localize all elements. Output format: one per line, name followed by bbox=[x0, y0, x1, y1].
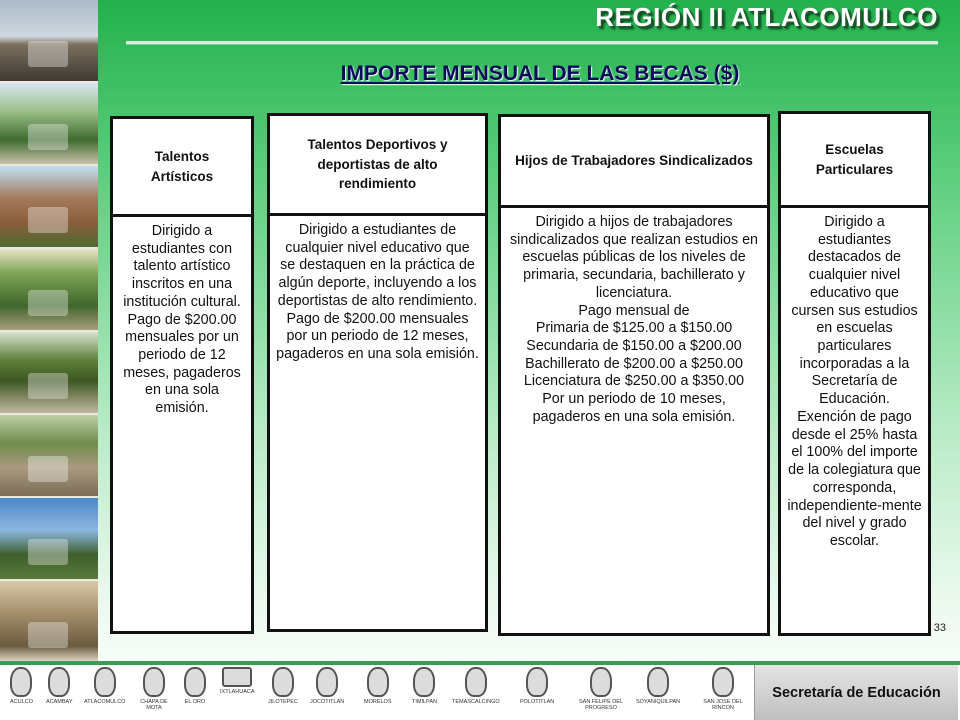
card-text: Bachillerato de $200.00 a $250.00 bbox=[525, 355, 743, 372]
crest-icon bbox=[272, 667, 294, 697]
card-text: Dirigido a estudiantes con talento artístico inscritos en una institución cultural. bbox=[123, 223, 241, 310]
card-text: Exención de pago desde el 25% hasta el 100% del importe de la colegiatura que corresponda, independiente-mente del nivel y grado escolar. bbox=[787, 408, 922, 549]
footer bbox=[0, 665, 960, 720]
photo-park bbox=[0, 249, 98, 330]
card-text: Secundaria de $150.00 a $200.00 bbox=[526, 338, 742, 355]
crest-icon bbox=[367, 667, 389, 697]
card-text: Pago de $200.00 mensuales por un periodo de 12 meses, pagaderos en una sola emisión. bbox=[123, 311, 241, 417]
crest-soyaniquilpan bbox=[636, 667, 680, 705]
page-title: IMPORTE MENSUAL DE LAS BECAS ($) bbox=[340, 62, 740, 85]
card-title: Escuelas Particulares bbox=[781, 114, 928, 208]
card-body bbox=[113, 217, 251, 631]
crest-icon bbox=[590, 667, 612, 697]
crest-label: SAN FELIPE DEL PROGRESO bbox=[578, 699, 624, 712]
card-text: Pago mensual de bbox=[578, 302, 690, 319]
crest-icon bbox=[647, 667, 669, 697]
crest-chapa-de-mota bbox=[136, 667, 172, 711]
card-text: Pago de $200.00 mensuales por un periodo de 12 meses, pagaderos en una sola emisión. bbox=[276, 310, 479, 363]
crest-acambay bbox=[46, 667, 73, 705]
municipality-crests bbox=[4, 665, 752, 720]
photo-town bbox=[0, 415, 98, 496]
card-talentos-deportivos bbox=[267, 113, 488, 632]
crest-label: POLOTITLAN bbox=[520, 699, 555, 705]
card-text: Dirigido a estudiantes destacados de cualquier nivel educativo que cursen sus estudios en escuelas particulares incorporadas a la Secretaría de Educación. bbox=[791, 214, 918, 408]
crest-icon bbox=[48, 667, 70, 697]
crest-jocotitlan bbox=[310, 667, 344, 705]
crest-san-jose bbox=[698, 667, 748, 711]
crest-timilpan bbox=[412, 667, 437, 705]
crest-polotitlan bbox=[520, 667, 554, 705]
crest-label: MORELOS bbox=[364, 699, 392, 705]
crest-icon bbox=[143, 667, 165, 697]
card-body bbox=[781, 208, 928, 633]
crest-temascalcingo bbox=[452, 667, 500, 705]
crest-icon bbox=[465, 667, 487, 697]
crest-icon bbox=[184, 667, 206, 697]
crest-icon bbox=[316, 667, 338, 697]
card-escuelas-particulares bbox=[778, 111, 931, 636]
crest-label: JILOTEPEC bbox=[268, 699, 298, 705]
photo-road bbox=[0, 0, 98, 81]
crest-icon bbox=[10, 667, 32, 697]
page-number: 33 bbox=[933, 622, 946, 634]
photo-landscape bbox=[0, 581, 98, 662]
photo-strip bbox=[0, 0, 98, 662]
crest-ixtlahuaca bbox=[220, 667, 255, 695]
crest-label: TEMASCALCINGO bbox=[452, 699, 500, 705]
crest-label: ATLACOMULCO bbox=[84, 699, 126, 705]
crest-icon bbox=[413, 667, 435, 697]
crest-atlacomulco bbox=[84, 667, 125, 705]
card-talentos-artisticos bbox=[110, 116, 254, 634]
card-body bbox=[270, 216, 485, 629]
crest-label: IXTLAHUACA bbox=[220, 689, 255, 695]
card-title: Talentos Deportivos y deportistas de alto rendimiento bbox=[270, 116, 485, 216]
crest-label: ACAMBAY bbox=[46, 699, 73, 705]
crest-icon bbox=[526, 667, 548, 697]
card-hijos-trabajadores bbox=[498, 114, 770, 636]
card-text: Dirigido a estudiantes de cualquier nivel educativo que se destaquen en la práctica de algún deporte, incluyendo a los deportistas de alto rendimiento. bbox=[277, 222, 478, 309]
crest-label: JOCOTITLAN bbox=[310, 699, 345, 705]
crest-label: EL ORO bbox=[184, 699, 206, 705]
crest-icon bbox=[712, 667, 734, 697]
card-text: Dirigido a hijos de trabajadores sindicalizados que realizan estudios en escuelas públicas de los niveles de primaria, secundaria, bachillerato y licenciatura. bbox=[510, 214, 758, 301]
card-body bbox=[501, 208, 767, 633]
crest-label: TIMILPAN bbox=[412, 699, 437, 705]
crest-label: CHAPA DE MOTA bbox=[140, 699, 168, 712]
card-title: Hijos de Trabajadores Sindicalizados bbox=[501, 117, 767, 208]
crest-jilotepec bbox=[268, 667, 298, 705]
card-text: Por un periodo de 10 meses, pagaderos en una sola emisión. bbox=[532, 391, 736, 425]
photo-plaza bbox=[0, 498, 98, 579]
crest-el-oro bbox=[184, 667, 206, 705]
crest-icon bbox=[94, 667, 116, 697]
crest-san-felipe bbox=[566, 667, 636, 711]
crest-icon bbox=[222, 667, 252, 687]
crest-label: SOYANIQUILPAN bbox=[636, 699, 681, 705]
photo-church bbox=[0, 166, 98, 247]
region-title: REGIÓN II ATLACOMULCO bbox=[595, 2, 938, 32]
secretaria-label: Secretaría de Educación bbox=[772, 684, 941, 701]
crest-label: SAN JOSE DEL RINCON bbox=[703, 699, 743, 712]
crest-aculco bbox=[10, 667, 33, 705]
card-text: Primaria de $125.00 a $150.00 bbox=[535, 320, 733, 337]
card-text: Licenciatura de $250.00 a $350.00 bbox=[523, 373, 745, 390]
secretaria-box bbox=[754, 665, 958, 720]
photo-kiosk bbox=[0, 332, 98, 413]
header-divider bbox=[126, 41, 938, 45]
card-title: Talentos Artísticos bbox=[113, 119, 251, 217]
photo-arch bbox=[0, 83, 98, 164]
crest-morelos bbox=[364, 667, 392, 705]
crest-label: ACULCO bbox=[10, 699, 33, 705]
